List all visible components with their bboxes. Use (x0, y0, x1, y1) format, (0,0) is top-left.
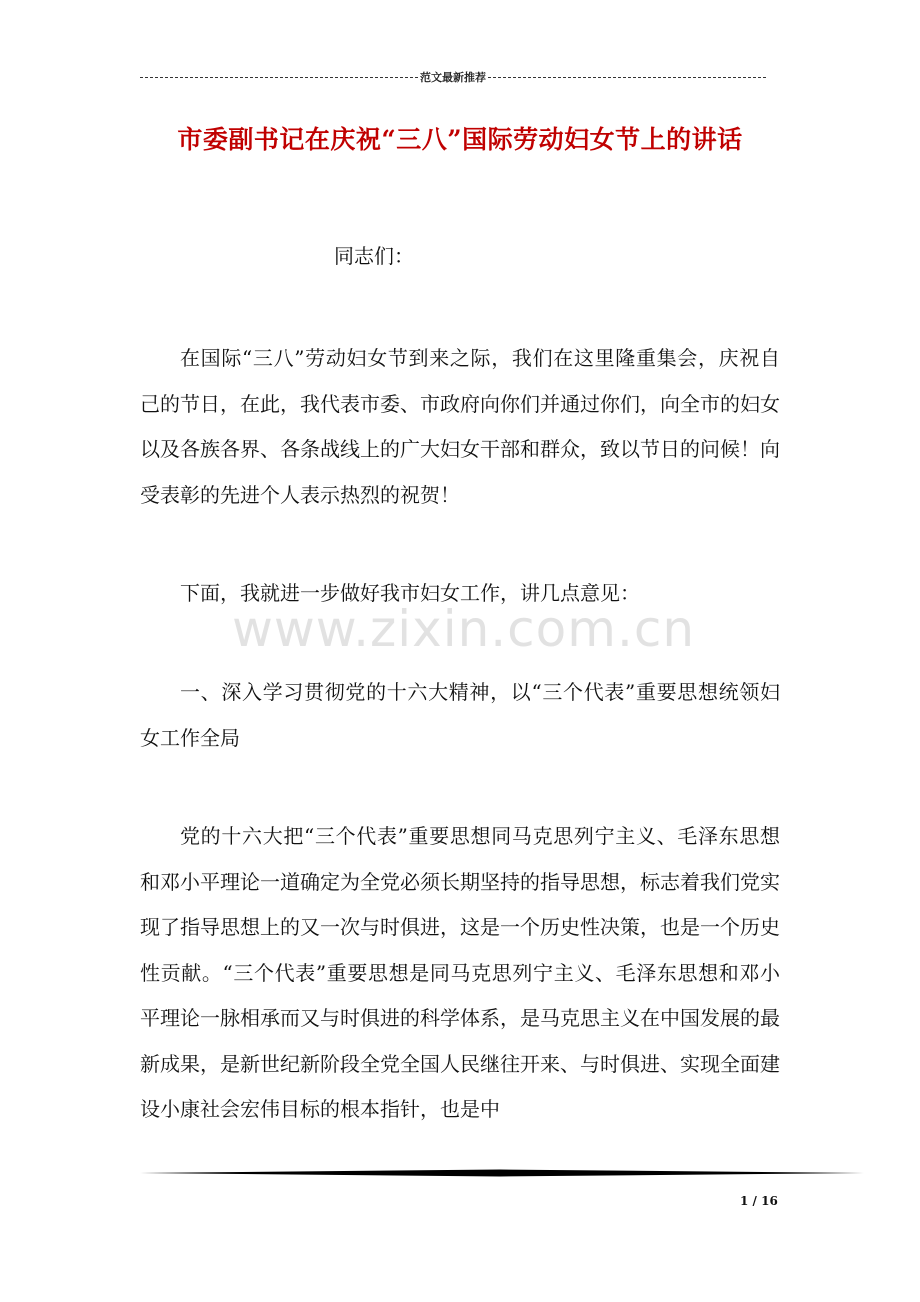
section-heading-1: 一、深入学习贯彻党的十六大精神，以“三个代表”重要思想统领妇女工作全局 (140, 680, 780, 750)
watermark: www.zixin.com.cn (232, 600, 696, 658)
paragraph-intro: 下面，我就进一步做好我市妇女工作，讲几点意见： (180, 581, 640, 605)
paragraph-body: 党的十六大把“三个代表”重要思想同马克思列宁主义、毛泽东思想和邓小平理论一道确定为全党必须长期坚持的指导思想，标志着我们党实现了指导思想上的又一次与时俱进，这是一个历史性决策，也是一个历史性贡献。“三个代表”重要思想是同马克思列宁主义、毛泽东思想和邓小平理论一脉相承而又与时俱进的科学体系，是马克思主义在中国发展的最新成果，是新世纪新阶段全党全国人民继往开来、与时俱进、实现全面建设小康社会宏伟目标的根本指针，也是中 (140, 824, 780, 1121)
footer-rule (140, 1168, 864, 1178)
paragraph-greeting: 在国际“三八”劳动妇女节到来之际，我们在这里隆重集会，庆祝自己的节日，在此，我代表市委、市政府向你们并通过你们，向全市的妇女以及各族各界、各条战线上的广大妇女干部和群众，致以节日的问候！向受表彰的先进个人表示热烈的祝贺！ (140, 346, 780, 507)
header-text: 范文最新推荐 (420, 71, 486, 84)
salutation: 同志们： (334, 244, 414, 268)
document-title: 市委副书记在庆祝“三八”国际劳动妇女节上的讲话 (177, 125, 743, 154)
footer-rule-shape (140, 1170, 864, 1177)
page-number: 1 / 16 (740, 1194, 778, 1208)
page-header (140, 68, 766, 86)
header-dash-right (488, 77, 766, 78)
header-dash-left (140, 77, 418, 78)
